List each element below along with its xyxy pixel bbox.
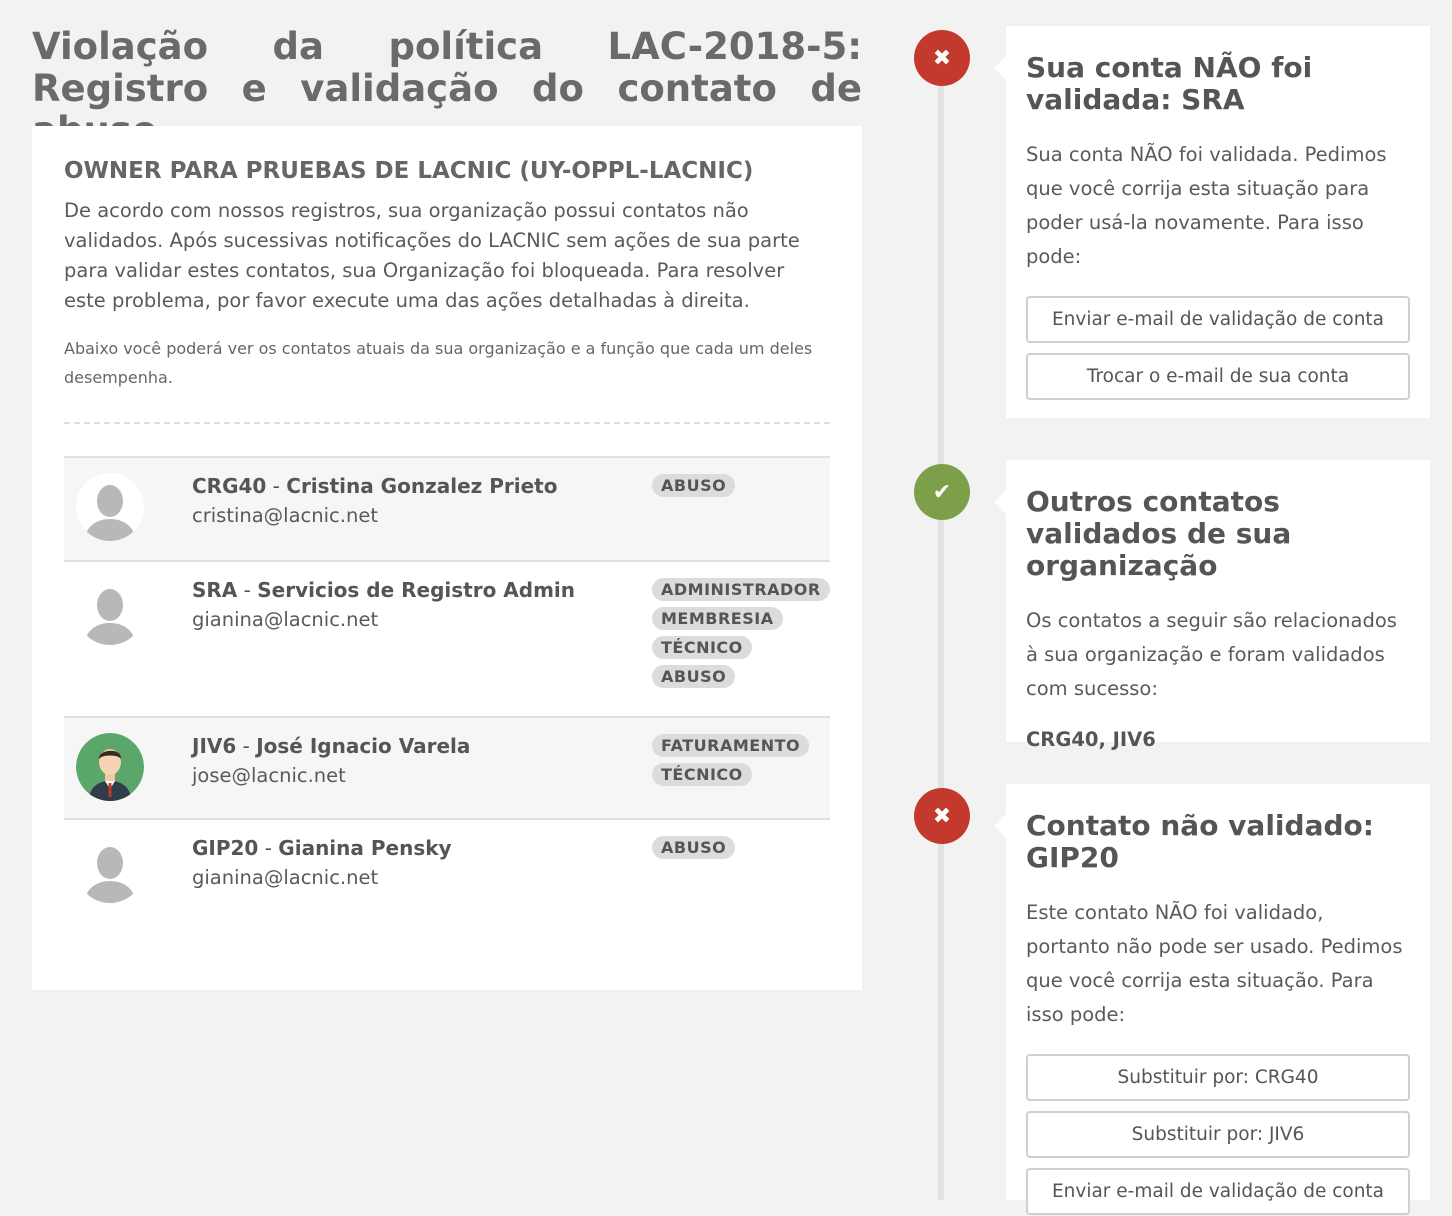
contact-info bbox=[192, 836, 452, 889]
close-icon: ✖ bbox=[914, 30, 970, 86]
contact-handle: CRG40 bbox=[192, 474, 267, 498]
contact-separator: - bbox=[237, 578, 258, 602]
contact-email: gianina@lacnic.net bbox=[192, 608, 379, 631]
change-account-email-button[interactable]: Trocar o e-mail de sua conta bbox=[1026, 353, 1410, 400]
default-avatar-icon bbox=[76, 473, 144, 541]
role-badge: ABUSO bbox=[652, 836, 735, 859]
panel-text: Os contatos a seguir são relacionados à sua organização e foram validados com sucesso: bbox=[1026, 609, 1397, 700]
contact-fullname: José Ignacio Varela bbox=[256, 734, 471, 758]
default-avatar-icon bbox=[76, 577, 144, 645]
contact-row bbox=[64, 820, 830, 918]
panel-title: Outros contatos validados de sua organização bbox=[1026, 485, 1292, 582]
account-not-validated-panel bbox=[1006, 26, 1430, 418]
organization-name: OWNER PARA PRUEBAS DE LACNIC (UY-OPPL-LACNIC) bbox=[64, 158, 754, 184]
role-badge: TÉCNICO bbox=[652, 636, 752, 659]
default-avatar-icon bbox=[76, 835, 144, 903]
panel-text: Este contato NÃO foi validado, portanto não pode ser usado. Pedimos que você corrija esta situação. Para isso pode: bbox=[1026, 901, 1403, 1026]
role-badge: ABUSO bbox=[652, 474, 735, 497]
contact-separator: - bbox=[258, 836, 279, 860]
contact-name bbox=[192, 836, 452, 860]
send-validation-email-button[interactable]: Enviar e-mail de validação de conta bbox=[1026, 1168, 1410, 1215]
contact-info bbox=[192, 578, 575, 631]
role-badges bbox=[652, 734, 809, 792]
role-badge: ADMINISTRADOR bbox=[652, 578, 830, 601]
close-icon: ✖ bbox=[914, 788, 970, 844]
replace-with-crg40-button[interactable]: Substituir por: CRG40 bbox=[1026, 1054, 1410, 1101]
role-badges bbox=[652, 836, 735, 865]
contact-email: jose@lacnic.net bbox=[192, 764, 346, 787]
contact-name bbox=[192, 578, 575, 602]
role-badges bbox=[652, 474, 735, 503]
role-badge: FATURAMENTO bbox=[652, 734, 809, 757]
contact-info bbox=[192, 474, 557, 527]
contact-info bbox=[192, 734, 470, 787]
role-badge: MEMBRESIA bbox=[652, 607, 783, 630]
validated-contacts-panel bbox=[1006, 460, 1430, 751]
contact-handle: GIP20 bbox=[192, 836, 259, 860]
replace-with-jiv6-button[interactable]: Substituir por: JIV6 bbox=[1026, 1111, 1410, 1158]
contacts-list bbox=[64, 456, 830, 918]
contact-email: gianina@lacnic.net bbox=[192, 866, 379, 889]
contact-name bbox=[192, 474, 557, 498]
user-photo-avatar bbox=[76, 733, 144, 801]
panel-title: Contato não validado: GIP20 bbox=[1026, 809, 1374, 874]
role-badges bbox=[652, 578, 830, 694]
dashed-divider bbox=[64, 422, 830, 424]
contact-handle: SRA bbox=[192, 578, 238, 602]
page-title: Violação da política LAC-2018-5: Registro e validação do contato de bbox=[32, 25, 862, 110]
contact-handle: JIV6 bbox=[192, 734, 237, 758]
contact-email: cristina@lacnic.net bbox=[192, 504, 378, 527]
panel-text: Sua conta NÃO foi validada. Pedimos que você corrija esta situação para poder usá-la novamente. Para isso pode: bbox=[1026, 143, 1387, 268]
send-validation-email-button[interactable]: Enviar e-mail de validação de conta bbox=[1026, 296, 1410, 343]
contact-row bbox=[64, 718, 830, 820]
organization-card bbox=[32, 126, 862, 990]
contact-fullname: Servicios de Registro Admin bbox=[257, 578, 576, 602]
role-badge: ABUSO bbox=[652, 665, 735, 688]
panel-title: Sua conta NÃO foi validada: SRA bbox=[1026, 51, 1313, 116]
contact-separator: - bbox=[236, 734, 257, 758]
validated-contacts-list: CRG40, JIV6 bbox=[1026, 728, 1156, 751]
role-badge: TÉCNICO bbox=[652, 763, 752, 786]
contact-row bbox=[64, 458, 830, 562]
contacts-note: Abaixo você poderá ver os contatos atuais da sua organização e a função que cada um deles desempenha. bbox=[64, 339, 813, 387]
contact-separator: - bbox=[266, 474, 287, 498]
contact-fullname: Gianina Pensky bbox=[278, 836, 452, 860]
contact-fullname: Cristina Gonzalez Prieto bbox=[286, 474, 558, 498]
check-icon: ✔ bbox=[914, 464, 970, 520]
organization-description: De acordo com nossos registros, sua organização possui contatos não validados. Após sucessivas notificações do LACNIC sem ações de sua parte para validar estes contatos, sua Organização foi bloqueada. Para resolver este problema, por favor execute uma das ações detalhadas à direita. bbox=[64, 199, 800, 312]
contact-row bbox=[64, 562, 830, 718]
contact-not-validated-panel bbox=[1006, 784, 1430, 1200]
timeline-line bbox=[938, 58, 944, 1200]
contact-name bbox=[192, 734, 470, 758]
